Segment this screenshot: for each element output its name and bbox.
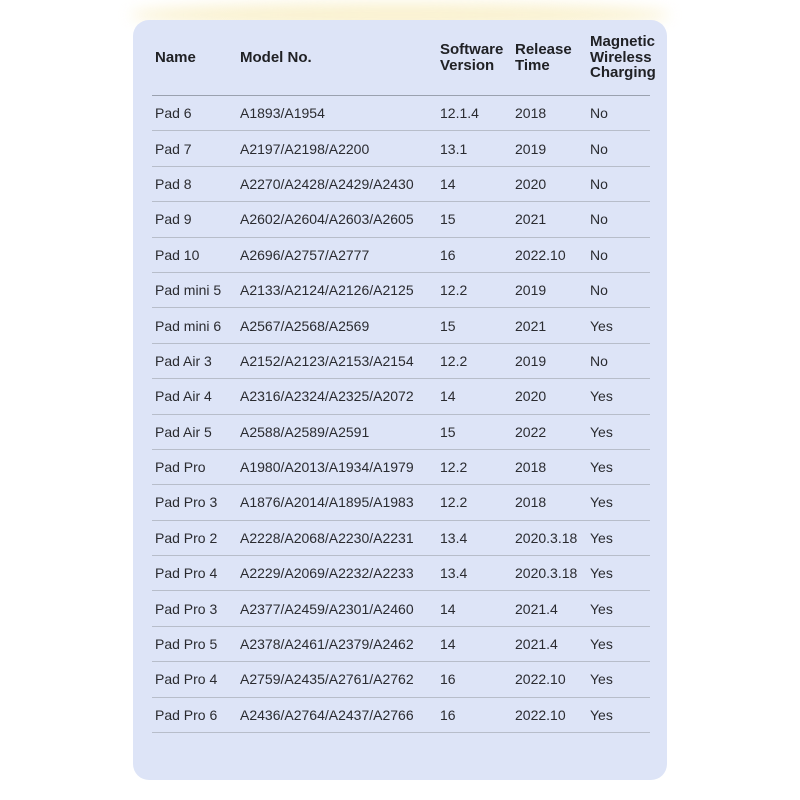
cell-model-no: A2197/A2198/A2200 — [240, 140, 370, 157]
cell-software-version: 14 — [440, 388, 456, 405]
table-body — [152, 96, 650, 733]
cell-magnetic-wireless-charging: Yes — [590, 565, 613, 582]
cell-model-no: A2759/A2435/A2761/A2762 — [240, 671, 414, 688]
cell-magnetic-wireless-charging: Yes — [590, 388, 613, 405]
cell-software-version: 14 — [440, 636, 456, 653]
cell-software-version: 16 — [440, 706, 456, 723]
cell-name: Pad Pro — [155, 459, 206, 476]
cell-software-version: 12.2 — [440, 282, 468, 299]
column-header-software-version: Software Version — [440, 41, 504, 74]
cell-software-version: 16 — [440, 671, 456, 688]
column-header-release-time: Release Time — [515, 41, 572, 74]
cell-software-version: 16 — [440, 246, 456, 263]
cell-magnetic-wireless-charging: Yes — [590, 423, 613, 440]
cell-software-version: 14 — [440, 175, 456, 192]
cell-release-time: 2019 — [515, 282, 547, 299]
cell-name: Pad 7 — [155, 140, 192, 157]
cell-name: Pad 6 — [155, 105, 192, 122]
cell-magnetic-wireless-charging: No — [590, 211, 608, 228]
cell-release-time: 2022.10 — [515, 706, 566, 723]
spec-table-card — [133, 20, 667, 780]
cell-name: Pad mini 5 — [155, 282, 222, 299]
cell-magnetic-wireless-charging: Yes — [590, 671, 613, 688]
cell-software-version: 15 — [440, 211, 456, 228]
table-row — [152, 238, 650, 273]
cell-release-time: 2022.10 — [515, 671, 566, 688]
cell-software-version: 15 — [440, 423, 456, 440]
cell-model-no: A2436/A2764/A2437/A2766 — [240, 706, 414, 723]
cell-release-time: 2018 — [515, 105, 547, 122]
cell-magnetic-wireless-charging: Yes — [590, 529, 613, 546]
cell-model-no: A2133/A2124/A2126/A2125 — [240, 282, 414, 299]
table-row — [152, 415, 650, 450]
cell-magnetic-wireless-charging: No — [590, 352, 608, 369]
cell-model-no: A2377/A2459/A2301/A2460 — [240, 600, 414, 617]
cell-release-time: 2021 — [515, 317, 547, 334]
cell-magnetic-wireless-charging: No — [590, 175, 608, 192]
table-row — [152, 662, 650, 697]
cell-name: Pad 9 — [155, 211, 192, 228]
cell-model-no: A2602/A2604/A2603/A2605 — [240, 211, 414, 228]
cell-name: Pad Pro 6 — [155, 706, 218, 723]
cell-software-version: 12.2 — [440, 459, 468, 476]
cell-release-time: 2019 — [515, 352, 547, 369]
cell-release-time: 2018 — [515, 459, 547, 476]
cell-model-no: A2152/A2123/A2153/A2154 — [240, 352, 414, 369]
cell-name: Pad Air 3 — [155, 352, 212, 369]
table-row — [152, 167, 650, 202]
table-row — [152, 591, 650, 626]
cell-model-no: A1893/A1954 — [240, 105, 325, 122]
cell-magnetic-wireless-charging: No — [590, 105, 608, 122]
cell-model-no: A1876/A2014/A1895/A1983 — [240, 494, 414, 511]
cell-software-version: 12.2 — [440, 352, 468, 369]
cell-model-no: A2696/A2757/A2777 — [240, 246, 370, 263]
cell-software-version: 13.4 — [440, 565, 468, 582]
cell-software-version: 14 — [440, 600, 456, 617]
cell-name: Pad Air 5 — [155, 423, 212, 440]
table-row — [152, 131, 650, 166]
cell-magnetic-wireless-charging: Yes — [590, 600, 613, 617]
cell-magnetic-wireless-charging: No — [590, 140, 608, 157]
cell-model-no: A2229/A2069/A2232/A2233 — [240, 565, 414, 582]
cell-release-time: 2021.4 — [515, 636, 558, 653]
cell-software-version: 15 — [440, 317, 456, 334]
cell-name: Pad 10 — [155, 246, 200, 263]
cell-magnetic-wireless-charging: No — [590, 282, 608, 299]
column-header-magnetic-wireless-charging: Magnetic Wireless Charging — [590, 33, 656, 82]
table-row — [152, 96, 650, 131]
cell-name: Pad Pro 5 — [155, 636, 218, 653]
cell-release-time: 2018 — [515, 494, 547, 511]
cell-name: Pad Pro 4 — [155, 671, 218, 688]
table-row — [152, 202, 650, 237]
cell-model-no: A2270/A2428/A2429/A2430 — [240, 175, 414, 192]
table-row — [152, 308, 650, 343]
table-row — [152, 379, 650, 414]
cell-magnetic-wireless-charging: No — [590, 246, 608, 263]
cell-name: Pad Air 4 — [155, 388, 212, 405]
cell-model-no: A2316/A2324/A2325/A2072 — [240, 388, 414, 405]
cell-name: Pad 8 — [155, 175, 192, 192]
cell-release-time: 2020.3.18 — [515, 565, 578, 582]
column-header-model-no: Model No. — [240, 48, 312, 66]
cell-model-no: A2228/A2068/A2230/A2231 — [240, 529, 414, 546]
cell-magnetic-wireless-charging: Yes — [590, 636, 613, 653]
cell-magnetic-wireless-charging: Yes — [590, 317, 613, 334]
cell-model-no: A1980/A2013/A1934/A1979 — [240, 459, 414, 476]
table-row — [152, 556, 650, 591]
table-row — [152, 485, 650, 520]
cell-magnetic-wireless-charging: Yes — [590, 706, 613, 723]
cell-release-time: 2019 — [515, 140, 547, 157]
cell-release-time: 2020.3.18 — [515, 529, 578, 546]
cell-name: Pad Pro 2 — [155, 529, 218, 546]
cell-software-version: 12.2 — [440, 494, 468, 511]
cell-magnetic-wireless-charging: Yes — [590, 459, 613, 476]
table-row — [152, 627, 650, 662]
cell-release-time: 2022 — [515, 423, 547, 440]
table-row — [152, 344, 650, 379]
cell-release-time: 2020 — [515, 175, 547, 192]
table-row — [152, 698, 650, 733]
table-row — [152, 521, 650, 556]
cell-model-no: A2588/A2589/A2591 — [240, 423, 370, 440]
cell-release-time: 2022.10 — [515, 246, 566, 263]
cell-model-no: A2378/A2461/A2379/A2462 — [240, 636, 414, 653]
cell-name: Pad mini 6 — [155, 317, 222, 334]
cell-release-time: 2021 — [515, 211, 547, 228]
cell-name: Pad Pro 3 — [155, 494, 218, 511]
cell-model-no: A2567/A2568/A2569 — [240, 317, 370, 334]
column-header-name: Name — [155, 48, 196, 66]
cell-magnetic-wireless-charging: Yes — [590, 494, 613, 511]
table-header-row — [152, 20, 656, 95]
cell-software-version: 13.4 — [440, 529, 468, 546]
cell-software-version: 12.1.4 — [440, 105, 479, 122]
cell-name: Pad Pro 4 — [155, 565, 218, 582]
cell-release-time: 2021.4 — [515, 600, 558, 617]
cell-name: Pad Pro 3 — [155, 600, 218, 617]
cell-software-version: 13.1 — [440, 140, 468, 157]
table-row — [152, 450, 650, 485]
cell-release-time: 2020 — [515, 388, 547, 405]
table-row — [152, 273, 650, 308]
